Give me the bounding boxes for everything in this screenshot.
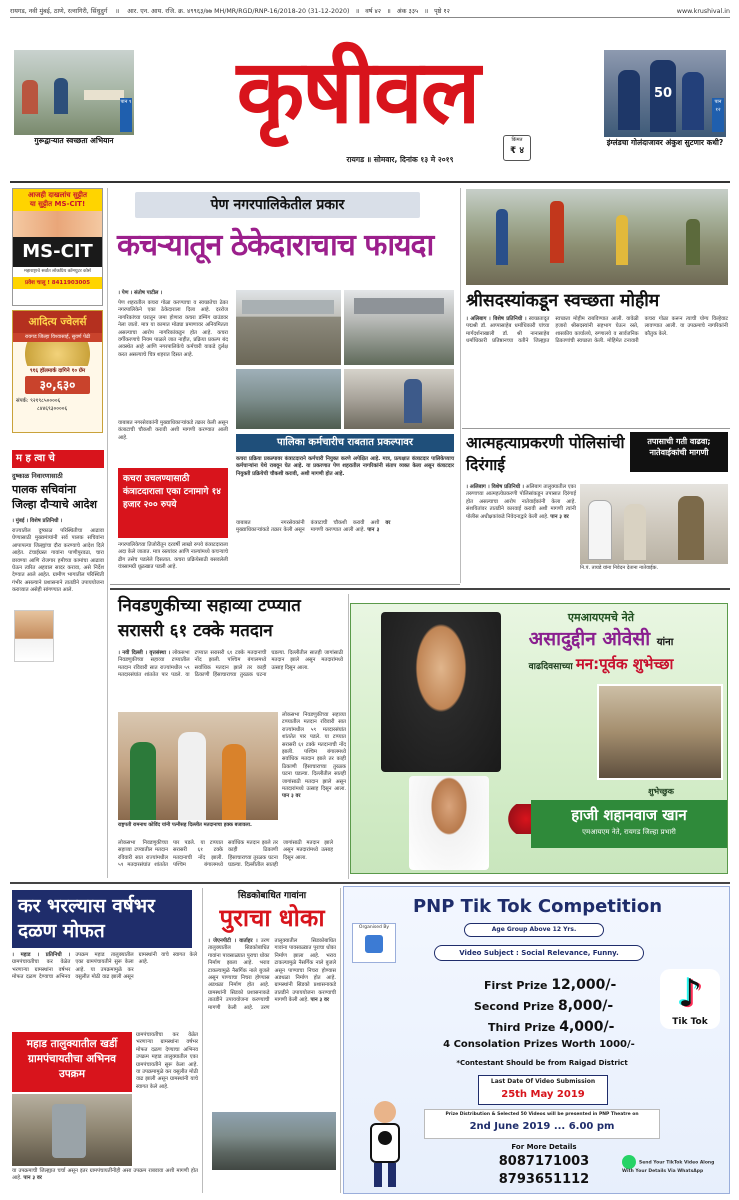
- peni-body-5: [236, 520, 454, 568]
- gold-rate-label: ९१६ हॉलमार्क दागिने १० ग्रॅम: [29, 368, 86, 374]
- tax-body-2: [136, 1032, 198, 1166]
- organiser-logo-icon: [365, 935, 383, 953]
- mscit-subtitle: महाराष्ट्राचे सर्वांत लोकप्रिय कॉम्प्युटर कोर्स: [24, 269, 91, 274]
- election-photo[interactable]: [118, 712, 278, 820]
- contact-phones: [484, 1153, 604, 1189]
- row-rule-main: [110, 588, 730, 590]
- aditya-phone-1: संपर्क: ९२१९८५००००६: [16, 398, 61, 404]
- aditya-phone-2: ८४४६९३००००६: [37, 406, 68, 412]
- send-instructions-text: Send Your TikTok Video Along With Your Details Via WhatsApp: [622, 1160, 715, 1174]
- waste-plant-photo-2[interactable]: [344, 290, 454, 365]
- owaisi-kicker: एमआयएमचे नेते: [567, 611, 635, 624]
- owaisi-portrait: [381, 612, 501, 772]
- mscit-tagline-2: या सुट्टीत MS-CIT!: [29, 200, 86, 208]
- teaser-left-badge: पान ९: [120, 98, 132, 132]
- prize-list: [464, 975, 644, 1038]
- page-count: पृष्ठे १२: [434, 8, 450, 15]
- suicide-byline: । अलिबाग । विशेष प्रतिनिधी ।: [466, 484, 524, 490]
- masthead-logo: कृषीवल: [236, 40, 479, 143]
- peni-subhead: पालिका कर्मचारीच राबतात प्रकल्पावर: [236, 434, 454, 452]
- mscit-logo: MS-CIT: [13, 237, 102, 267]
- aditya-name: आदित्य ज्वेलर्स: [13, 311, 102, 333]
- suicide-side-box: [630, 432, 728, 472]
- suicide-cont[interactable]: पान ३ वर: [550, 513, 569, 520]
- tax-body-3-text: या उपक्रमाची जिल्ह्यात चर्चा असून इतर ग्रामपंचायतींनीही असा उपक्रम राबवावा अशी मागणी होत आहे.: [12, 1168, 198, 1182]
- mahatvache-byline: । मुंबई । विशेष प्रतिनिधी ।: [12, 518, 63, 524]
- teaser-left-photo[interactable]: [14, 50, 134, 135]
- peni-body-3: याबाबत नगरसेवकांनी मुख्याधिकाऱ्यांकडे तक्रार केली असून कंत्राटाची चौकशी करावी अशी मागणी करण्यात आली आहे.: [118, 420, 228, 441]
- prize-third: [464, 1017, 644, 1038]
- suicide-photo[interactable]: [580, 484, 728, 564]
- prize-second: [464, 996, 644, 1017]
- cleanliness-drive-photo[interactable]: [466, 189, 728, 285]
- flood-byline: । जेएनपीटी । वार्ताहर ।: [208, 938, 258, 944]
- owaisi-wish-line: [481, 654, 721, 674]
- peni-body-5-text: याबाबत नगरसेवकांनी मुख्याधिकाऱ्यांकडे तक्रार केली असून कंत्राटाची चौकशी करावी अशी मागणी करण्यात आली आहे.: [236, 520, 380, 534]
- teaser-right-badge: पान १२: [712, 98, 724, 132]
- teaser-right-caption[interactable]: इंग्लंडचा गोलंदाजावर अंकुश सुटणार कधी?: [606, 138, 724, 147]
- cleanliness-headline[interactable]: श्रीसदस्यांकडून स्वच्छता मोहीम: [466, 291, 660, 311]
- edition-regions: रायगड, नवी मुंबई, ठाणे, रत्नागिरी, सिंधुदुर्ग: [10, 8, 108, 15]
- tiktok-logo: [660, 969, 720, 1029]
- row-rule-right-1: [462, 428, 730, 429]
- flood-cont[interactable]: पान ३ वर: [310, 997, 329, 1004]
- election-body-bottom: [118, 840, 333, 870]
- cm-portrait: [14, 610, 54, 662]
- dateline: रायगड ॥ सोमवार, दिनांक १३ मे २०१९: [346, 155, 454, 164]
- sender-title: एमआयएम नेते, रायगड जिल्हा प्रभारी: [582, 828, 676, 836]
- flour-mill-photo[interactable]: [12, 1094, 132, 1166]
- peni-body-1b: [118, 420, 228, 462]
- owaisi-from: शुभेच्छुक: [648, 787, 674, 796]
- tax-body-2-text: ग्रामपंचायतीचा कर वेळेत भरणाऱ्या ग्रामस्थांना वर्षभर मोफत दळण देण्याचा अभिनव उपक्रम महाड तालुक्यातील एका ग्रामपंचायतीने सुरू केला आहे. या उपक्रमामुळे कर वसुलीत मोठी वाढ झाली असून ग्रामस्थांनी याचे स्वागत केले आहे.: [136, 1032, 198, 1090]
- col-rule-3: [348, 594, 349, 879]
- tax-byline: । महाड । प्रतिनिधी ।: [12, 952, 71, 958]
- owaisi-ad[interactable]: [350, 603, 728, 874]
- more-details: For More Details: [511, 1143, 577, 1151]
- owaisi-event-photo: [597, 684, 723, 780]
- cleanliness-byline: । अलिबाग । विशेष प्रतिनिधी ।: [466, 316, 527, 322]
- suicide-caption: नि.पं. तायडे यांना निवेदन देताना नातेवाईक.: [580, 565, 659, 571]
- col-rule-2: [460, 188, 461, 583]
- mahatvache-body: राज्यातील दुष्काळ परिस्थितीचा आढावा घेण्यासाठी मुख्यमंत्र्यांनी सर्व पालक सचिवांना आपापल्या जिल्ह्यांचा दौरा करण्याचे आदेश दिले आहेत. टंचाईग्रस्त गावांना पाणीपुरवठा, चारा छावण्या आणि रोजगार हमीच्या कामांचा आढावा घेऊन त्वरित अहवाल सादर करावा, असे निर्देश देण्यात आले आहेत. ग्रामीण भागातील परिस्थिती गंभीर असल्याने प्रशासनाने तातडीने उपाययोजना कराव्यात असेही सांगण्यात आले.: [12, 528, 104, 594]
- election-caption: राष्ट्रपती रामनाथ कोविंद यांनी पत्नीसह दिल्लीत मतदानाचा हक्क बजावला.: [118, 822, 252, 828]
- prize-second-amount: 8,000/-: [557, 998, 614, 1014]
- suicide-body-text: अलिबाग तालुक्यातील एका तरुणाच्या आत्महत्येप्रकरणी पोलिसांकडून तपासात दिरंगाई होत असल्याचा आरोप नातेवाईकांनी केला आहे. संशयितांवर तातडीने कारवाई करावी अशी मागणी त्यांनी पोलीस अधीक्षकांकडे निवेदनाद्वारे केली आहे.: [466, 484, 576, 520]
- suicide-headline[interactable]: आत्महत्याप्रकरणी पोलिसांची दिरंगाई: [466, 434, 625, 474]
- price-label: किंमत: [511, 137, 523, 143]
- owaisi-yanna: यांना: [656, 637, 674, 648]
- prize-first-amount: 12,000/-: [551, 977, 617, 993]
- waste-plant-photo-4[interactable]: [344, 369, 454, 429]
- suicide-body: [466, 484, 576, 576]
- sender-box: [531, 800, 727, 848]
- aditya-subtitle: रायगड जिल्हा विश्वासार्ह, सुवर्ण पेढी: [13, 333, 102, 342]
- flood-kicker: सिडकोबाधित गावांना: [237, 891, 307, 901]
- mahatvache-label: म ह त्वा चे: [12, 450, 104, 468]
- owaisi-name-line: [481, 626, 721, 656]
- peni-byline: । पेण । संतोष पाटील ।: [118, 290, 163, 296]
- peni-cont[interactable]: पान ३ वर: [367, 520, 391, 534]
- last-date-box: [478, 1075, 608, 1105]
- waste-plant-photo-3[interactable]: [236, 369, 341, 429]
- peni-quote: कचरा उचलण्यासाठी कंत्राटदाराला एका टनामागे १४ हजार २०० रुपये: [123, 474, 221, 510]
- teaser-right-photo[interactable]: [604, 50, 726, 137]
- tiktok-note-icon: ♪: [677, 971, 703, 1015]
- masthead-rule: [10, 181, 730, 183]
- year-number: वर्ष ४२: [365, 8, 381, 15]
- prize-second-label: Second Prize: [474, 1000, 555, 1013]
- col-rule-5: [340, 888, 341, 1193]
- tax-cont[interactable]: पान ३ वर: [23, 1175, 42, 1182]
- tax-body-3: [12, 1168, 198, 1190]
- election-body-text-2: लोकसभा निवडणुकीच्या सहाव्या टप्प्यातील मतदान रविवारी सात राज्यांमधील ५९ मतदारसंघांत शांततेत पार पडले. या टप्प्यात सरासरी ६१ टक्के मतदानाची नोंद झाली. पश्चिम बंगालमध्ये सर्वाधिक मतदान झाले तर काही ठिकाणी हिंसाचाराच्या तुरळक घटना घडल्या. दिल्लीतील सातही जागांसाठी मतदान झाले असून मतदारांमध्ये उत्साह दिसून आला.: [282, 712, 346, 793]
- whatsapp-icon: [622, 1155, 636, 1169]
- mahatvache-sub: दुष्काळ निवारणासाठी: [12, 472, 63, 480]
- registration-number: MH/MR/RGD/RNP-16/2018-20 (31-12-2020): [214, 8, 350, 15]
- website: www.krushival.in: [676, 8, 730, 15]
- flood-headline[interactable]: पुराचा धोका: [219, 904, 325, 932]
- election-byline: । नवी दिल्ली । वृत्तसंस्था ।: [118, 650, 171, 656]
- top-info-bar: रायगड, नवी मुंबई, ठाणे, रत्नागिरी, सिंधुदुर्ग ॥ आर. एन. आय. रजि. क्र. ४९९६३/७७ MH/MR/RGD/RNP-16/2018-20 (31-12-2020) ॥ वर्ष ४२ ॥ अंक ३३५ ॥ पृष्ठे १२ www.krushival.in: [10, 6, 730, 18]
- organised-by: Organised By: [358, 925, 390, 930]
- selfie-person-icon: [364, 1093, 416, 1189]
- gold-rate: ३०,६३०: [25, 376, 90, 394]
- sender-name: हाजी शहानवाज खान: [571, 806, 687, 824]
- distribution-date: 2nd June 2019 ... 6.00 pm: [469, 1121, 615, 1132]
- tax-headline[interactable]: कर भरल्यास वर्षभर दळण मोफत: [18, 895, 155, 942]
- row-rule-peni: [110, 584, 460, 585]
- tax-headline-box: [12, 890, 192, 948]
- distribution-text: Prize Distribution & Selected 50 Videos will be presented in PNP Theatre on: [445, 1112, 639, 1117]
- col-rule-1: [107, 188, 108, 878]
- contact-phone-2[interactable]: 8793651112: [498, 1172, 590, 1187]
- flood-body-text: उरण तालुक्यातील सिडकोबाधित गावांना पावसाळ्यात पुराचा धोका निर्माण झाला आहे. भराव टाकल्यामुळे नैसर्गिक नाले बुजले असून पाण्याचा निचरा होण्यास अडथळा निर्माण होत आहे. ग्रामस्थांनी सिडको प्रशासनाकडे तातडीने उपाययोजना करण्याची मागणी केली आहे.: [208, 938, 270, 1011]
- tiktok-ad[interactable]: [343, 886, 730, 1194]
- flood-body: [208, 938, 336, 1110]
- prize-third-label: Third Prize: [488, 1021, 556, 1034]
- flood-photo[interactable]: [212, 1112, 336, 1170]
- col-rule-4: [202, 888, 203, 1193]
- peni-body-4: कचरा प्रक्रिया प्रकल्पावर कंत्राटदाराने कर्मचारी नियुक्त करणे अपेक्षित आहे. मात्र, प्रत्यक्षात कंत्राटदार पालिकेच्याच कर्मचाऱ्यांना येथे राबवून घेत आहे. या प्रकरणात पेण शहरातील नागरिकांनी संताप व्यक्त केला असून कंत्राटदार नियुक्ती प्रक्रियेची चौकशी करावी, अशी मागणी होत आहे.: [236, 456, 454, 477]
- tiktok-age: Age Group Above 12 Yrs.: [464, 923, 604, 937]
- election-cont[interactable]: पान ३ वर: [282, 793, 301, 800]
- prize-first-label: First Prize: [484, 979, 548, 992]
- tax-box: महाड तालुक्यातील खर्डी ग्रामपंचायतीचा अभिनव उपक्रम: [12, 1032, 132, 1092]
- tax-body: [12, 952, 197, 1030]
- distribution-box: [424, 1109, 660, 1139]
- cleanliness-body-text: स्वच्छतादूत पद्मश्री डॉ. आप्पासाहेब धर्माधिकारी यांच्या मार्गदर्शनाखाली डॉ. श्री नानासाहेब धर्माधिकारी प्रतिष्ठानच्या वतीने जिल्ह्यात स्वच्छता मोहीम राबविण्यात आली. यावेळी हजारो श्रीसदस्यांनी सहभाग घेऊन रस्ते, शासकीय कार्यालये, रुग्णालये व सार्वजनिक ठिकाणांची स्वच्छता केली. मोहिमेत टनावारी कचरा गोळा करून त्याची योग्य विल्हेवाट लावण्यात आली. या उपक्रमाचे नागरिकांनी कौतुक केले.: [466, 316, 728, 345]
- tiktok-title: PNP Tik Tok Competition: [412, 896, 663, 917]
- prize-first: [464, 975, 644, 996]
- mscit-ad[interactable]: [12, 188, 103, 306]
- mscit-tagline: आजही दाखलांच सुट्टीत: [28, 191, 87, 199]
- contact-phone-1[interactable]: 8087171003: [498, 1154, 590, 1169]
- election-body-text-3: लोकसभा निवडणुकीच्या सहाव्या टप्प्यातील मतदान रविवारी सात राज्यांमधील ५९ मतदारसंघांत शांततेत पार पडले. या टप्प्यात सरासरी ६१ टक्के मतदानाची नोंद झाली. पश्चिम बंगालमध्ये सर्वाधिक मतदान झाले तर काही ठिकाणी हिंसाचाराच्या तुरळक घटना घडल्या. दिल्लीतील सातही जागांसाठी मतदान झाले असून मतदारांमध्ये उत्साह दिसून आला.: [118, 840, 333, 869]
- cleanliness-body: [466, 316, 728, 424]
- owaisi-wish-1: वाढदिवसाच्या: [528, 662, 573, 672]
- last-date: 25th May 2019: [501, 1089, 585, 1100]
- flood-body-text-2: उरण तालुक्यातील सिडकोबाधित गावांना पावसाळ्यात पुराचा धोका निर्माण झाला आहे. भराव टाकल्यामुळे नैसर्गिक नाले बुजले असून पाण्याचा निचरा होण्यास अडथळा निर्माण होत आहे. ग्रामस्थांनी सिडको प्रशासनाकडे तातडीने उपाययोजना करण्याची मागणी केली आहे.: [260, 938, 336, 1011]
- prize-third-amount: 4,000/-: [559, 1019, 615, 1035]
- organiser-box: [352, 923, 396, 963]
- send-instructions: [622, 1155, 722, 1179]
- price-box: [503, 135, 531, 161]
- price-value: ₹ ४: [509, 146, 525, 156]
- peni-kicker: पेण नगरपालिकेतील प्रकार: [135, 192, 420, 218]
- mahatvache-headline[interactable]: पालक सचिवांना जिल्हा दौऱ्याचे आदेश: [12, 483, 97, 511]
- election-body-text: लोकसभा निवडणुकीच्या सहाव्या टप्प्यातील मतदान रविवारी सात राज्यांमधील ५९ मतदारसंघांत शांततेत पार पडले. या टप्प्यात सरासरी ६१ टक्के मतदानाची नोंद झाली. पश्चिम बंगालमध्ये सर्वाधिक मतदान झाले तर काही ठिकाणी हिंसाचाराच्या तुरळक घटना घडल्या. दिल्लीतील सातही जागांसाठी मतदान झाले असून मतदारांमध्ये उत्साह दिसून आला.: [118, 650, 343, 679]
- peni-quote-box: [118, 468, 228, 538]
- peni-body-2: नगरपालिकेच्या तिजोरीतून दरवर्षी लाखो रुपये कंत्राटदाराला अदा केले जातात. मात्र रस्त्यांवर आणि नाल्यांमध्ये कचऱ्याचे ढीग तसेच पडलेले दिसतात. कचरा प्रक्रियेसाठी बसवलेली यंत्रसामग्री धूळखात पडली आहे.: [118, 542, 228, 571]
- tax-body-text: ग्रामपंचायतीचा कर वेळेत भरणाऱ्या ग्रामस्थांना वर्षभर मोफत दळण देण्याचा अभिनव उपक्रम महाड तालुक्यातील एका ग्रामपंचायतीने सुरू केला आहे. या उपक्रमामुळे कर वसुलीत मोठी वाढ झाली असून ग्रामस्थांनी याचे स्वागत केले आहे.: [12, 952, 197, 981]
- peni-headline[interactable]: कचऱ्यातून ठेकेदाराचाच फायदा: [117, 228, 434, 263]
- jersey-number: 50: [650, 60, 676, 132]
- registration: आर. एन. आय. रजि. क्र. ४९९६३/७७: [127, 8, 213, 15]
- row-rule-bottom: [10, 882, 730, 884]
- tiktok-logo-text: Tik Tok: [672, 1017, 708, 1027]
- tiktok-note: *Contestant Should be from Raigad District: [456, 1059, 628, 1067]
- peni-body-1: पेण शहरातील कचरा गोळा करण्याचा व स्वच्छतेचा ठेका नगरपालिकेने एका ठेकेदाराला दिला आहे. दररोज नागरिकांच्या घरातून जमा होणारा कचरा डम्पिंग ग्राउंडवर नेला जातो. मात्र या कामात मोठ्या प्रमाणावर अनियमितता असल्याचा आरोप नागरिकांकडून होत आहे. कचरा वर्गीकरणाचे नियम पाळले जात नाहीत, प्रक्रिया प्रकल्प बंद अवस्थेत आहे आणि नगरपालिकेचे कर्मचारी याकडे दुर्लक्ष करत असल्याचे चित्र शहरात दिसत आहे.: [118, 300, 228, 358]
- issue-number: अंक ३३५: [396, 8, 419, 15]
- tiktok-subject: Video Subject : Social Relevance, Funny.: [434, 945, 644, 961]
- last-date-label: Last Date Of Video Submission: [490, 1078, 596, 1085]
- sender-portrait: [409, 776, 489, 870]
- election-body-col1: [118, 650, 343, 710]
- tiktok-consolation: 4 Consolation Prizes Worth 1000/-: [443, 1039, 635, 1050]
- election-headline[interactable]: निवडणुकीच्या सहाव्या टप्प्यात सरासरी ६१ टक्के मतदान: [118, 596, 301, 641]
- suicide-side: तपासाची गती वाढवा; नातेवाईकांची मागणी: [647, 437, 711, 457]
- mscit-phone: प्रवेश चालू ! 8411903005: [13, 277, 102, 289]
- owaisi-name: असादुद्दीन ओवेसी: [528, 628, 651, 650]
- teaser-left-caption[interactable]: गुरूद्वाऱ्यात स्वच्छता अभियान: [34, 136, 114, 145]
- aditya-jewellers-ad[interactable]: [12, 310, 103, 433]
- waste-plant-photo-1[interactable]: [236, 290, 341, 365]
- owaisi-wish-2: मन:पूर्वक शुभेच्छा: [575, 655, 674, 673]
